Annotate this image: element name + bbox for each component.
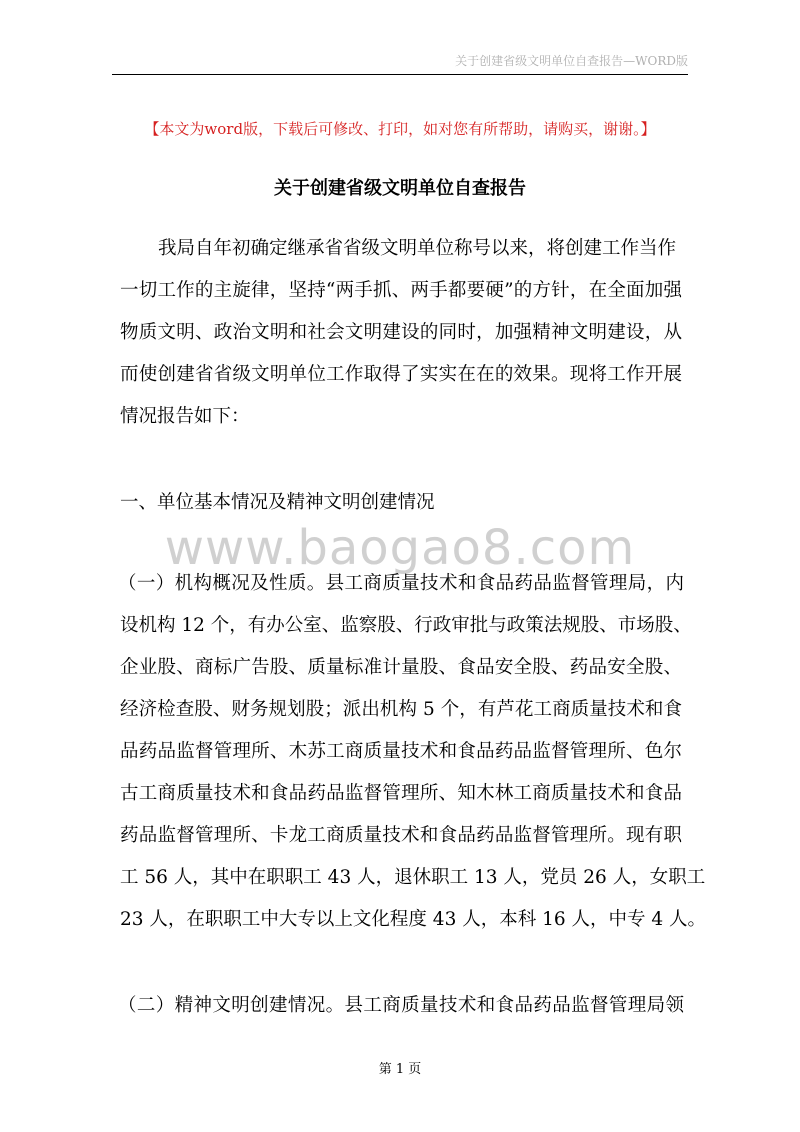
subsection-line: 工 56 人，其中在职职工 43 人，退休职工 13 人，党员 26 人，女职工 <box>120 867 706 888</box>
page-number: 第 1 页 <box>378 1062 422 1077</box>
subsection-line: 设机构 12 个，有办公室、监察股、行政审批与政策法规股、市场股、 <box>120 615 692 636</box>
document-title: 关于创建省级文明单位自查报告 <box>274 178 526 199</box>
subsection-line: 经济检查股、财务规划股；派出机构 5 个，有芦花工商质量技术和食 <box>120 699 682 720</box>
subsection-line: （二）精神文明创建情况。县工商质量技术和食品药品监督管理局领 <box>118 995 684 1016</box>
subsection-line: 古工商质量技术和食品药品监督管理所、知木林工商质量技术和食品 <box>120 783 682 804</box>
subsection-line: 23 人，在职职工中大专以上文化程度 43 人，本科 16 人，中专 4 人。 <box>120 909 707 930</box>
intro-line: 我局自年初确定继承省省级文明单位称号以来，将创建工作当作 <box>158 238 677 259</box>
intro-line: 而使创建省省级文明单位工作取得了实实在在的效果。现将工作开展 <box>120 364 682 385</box>
subsection-line: （一）机构概况及性质。县工商质量技术和食品药品监督管理局，内 <box>118 573 684 594</box>
section-heading: 一、单位基本情况及精神文明创建情况 <box>120 492 435 513</box>
intro-line: 情况报告如下： <box>120 406 250 427</box>
intro-line: 物质文明、政治文明和社会文明建设的同时，加强精神文明建设，从 <box>120 322 682 343</box>
intro-line: 一切工作的主旋律，坚持“两手抓、两手都要硬”的方针，在全面加强 <box>120 280 682 301</box>
subsection-line: 品药品监督管理所、木苏工商质量技术和食品药品监督管理所、色尔 <box>120 741 682 762</box>
purchase-notice: 【本文为word版，下载后可修改、打印，如对您有所帮助，请购买，谢谢。】 <box>144 120 656 138</box>
subsection-line: 药品监督管理所、卡龙工商质量技术和食品药品监督管理所。现有职 <box>120 825 682 846</box>
header-divider <box>112 74 688 75</box>
running-header: 关于创建省级文明单位自查报告—WORD版 <box>455 54 688 68</box>
subsection-line: 企业股、商标广告股、质量标准计量股、食品安全股、药品安全股、 <box>120 657 682 678</box>
watermark: www.baogao8.com <box>164 520 636 576</box>
